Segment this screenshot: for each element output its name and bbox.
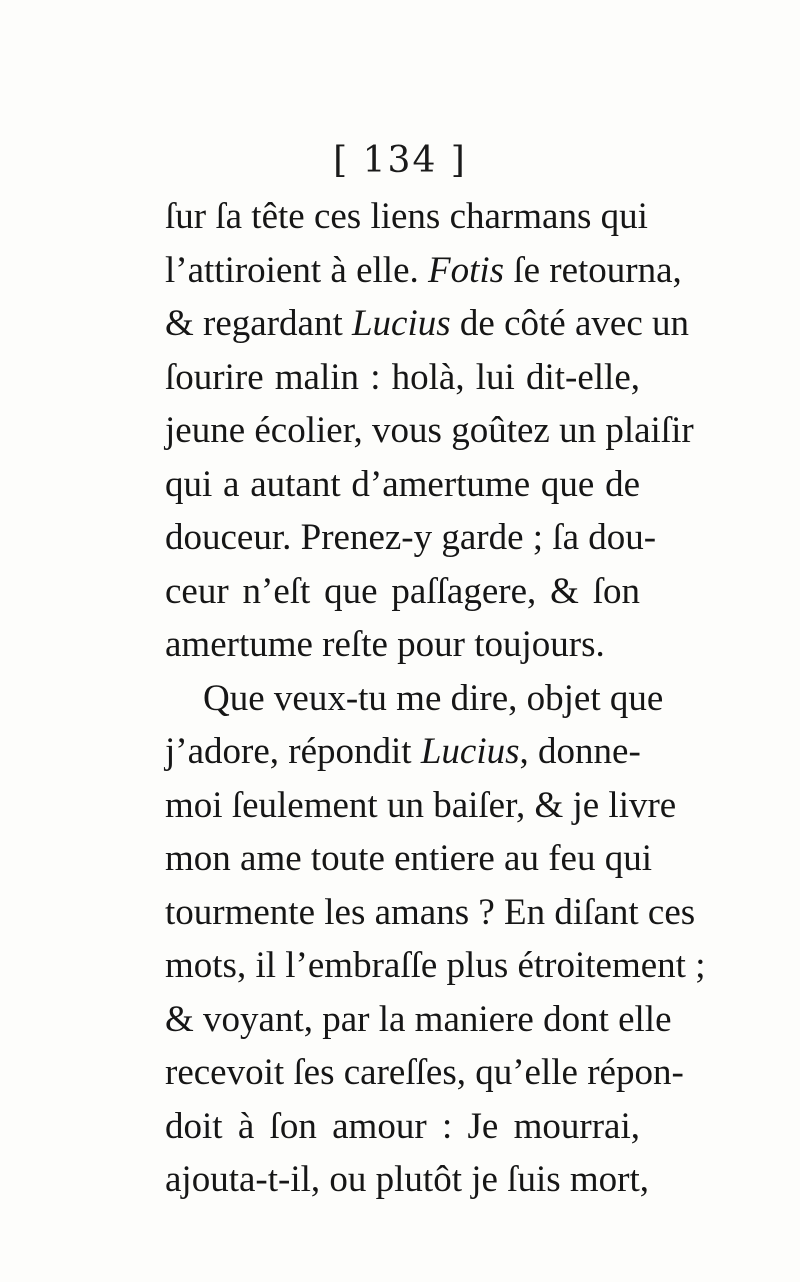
text-run: ceur n’eſt que paſſagere, & ſon	[165, 570, 640, 612]
text-run: douceur. Prenez-y garde ; ſa dou-	[165, 517, 657, 558]
text-run: qui a autant d’amertume que de	[165, 463, 640, 505]
text-line	[165, 1100, 640, 1154]
text-line	[165, 244, 682, 298]
text-run: mots, il l’embraſſe plus étroitement ;	[165, 945, 706, 986]
text-line	[165, 458, 640, 512]
text-line	[165, 886, 696, 940]
text-line	[165, 832, 652, 886]
text-run: mon ame toute entiere au feu qui	[165, 838, 652, 879]
text-run: & voyant, par la maniere dont elle	[165, 998, 672, 1040]
text-line	[165, 351, 640, 405]
text-run: ſe retourna,	[504, 249, 682, 291]
text-line	[165, 404, 694, 458]
text-run: de côté avec un	[450, 303, 689, 344]
italic-name: Fotis	[428, 249, 505, 291]
text-run: amertume reſte pour toujours.	[165, 624, 605, 665]
text-run: Que veux-tu me dire, objet que	[203, 677, 664, 719]
text-line	[165, 939, 706, 993]
text-run: jeune écolier, vous goûtez un plaiſir	[165, 410, 694, 451]
text-line	[165, 1046, 684, 1100]
text-line	[165, 297, 689, 351]
text-line	[165, 1153, 650, 1207]
text-run: & regardant	[165, 303, 352, 344]
italic-name: Lucius	[420, 731, 520, 772]
body-text	[165, 190, 706, 1207]
page-number: [ 134 ]	[333, 140, 467, 181]
text-line	[165, 779, 677, 833]
text-run: j’adore, répondit	[165, 731, 421, 772]
text-line	[165, 725, 640, 779]
text-run: l’attiroient à elle.	[165, 249, 428, 291]
text-run: ajouta-t-il, ou plutôt je ſuis mort,	[165, 1159, 650, 1200]
text-line	[165, 993, 672, 1047]
text-line	[165, 618, 640, 672]
text-run: ſourire malin : holà, lui dit-elle,	[165, 356, 640, 398]
text-line	[165, 565, 640, 619]
text-run: tourmente les amans ? En diſant ces	[165, 891, 696, 933]
text-run: doit à ſon amour : Je mourrai,	[165, 1105, 640, 1147]
text-run: moi ſeulement un baiſer, & je livre	[165, 784, 677, 826]
text-line	[165, 672, 664, 726]
text-run: , donne-	[519, 731, 641, 772]
text-line	[165, 511, 657, 565]
text-run: ſur ſa tête ces liens charmans qui	[165, 196, 648, 237]
text-line	[165, 190, 648, 244]
italic-name: Lucius	[351, 303, 451, 344]
text-run: recevoit ſes careſſes, qu’elle répon-	[165, 1052, 684, 1093]
